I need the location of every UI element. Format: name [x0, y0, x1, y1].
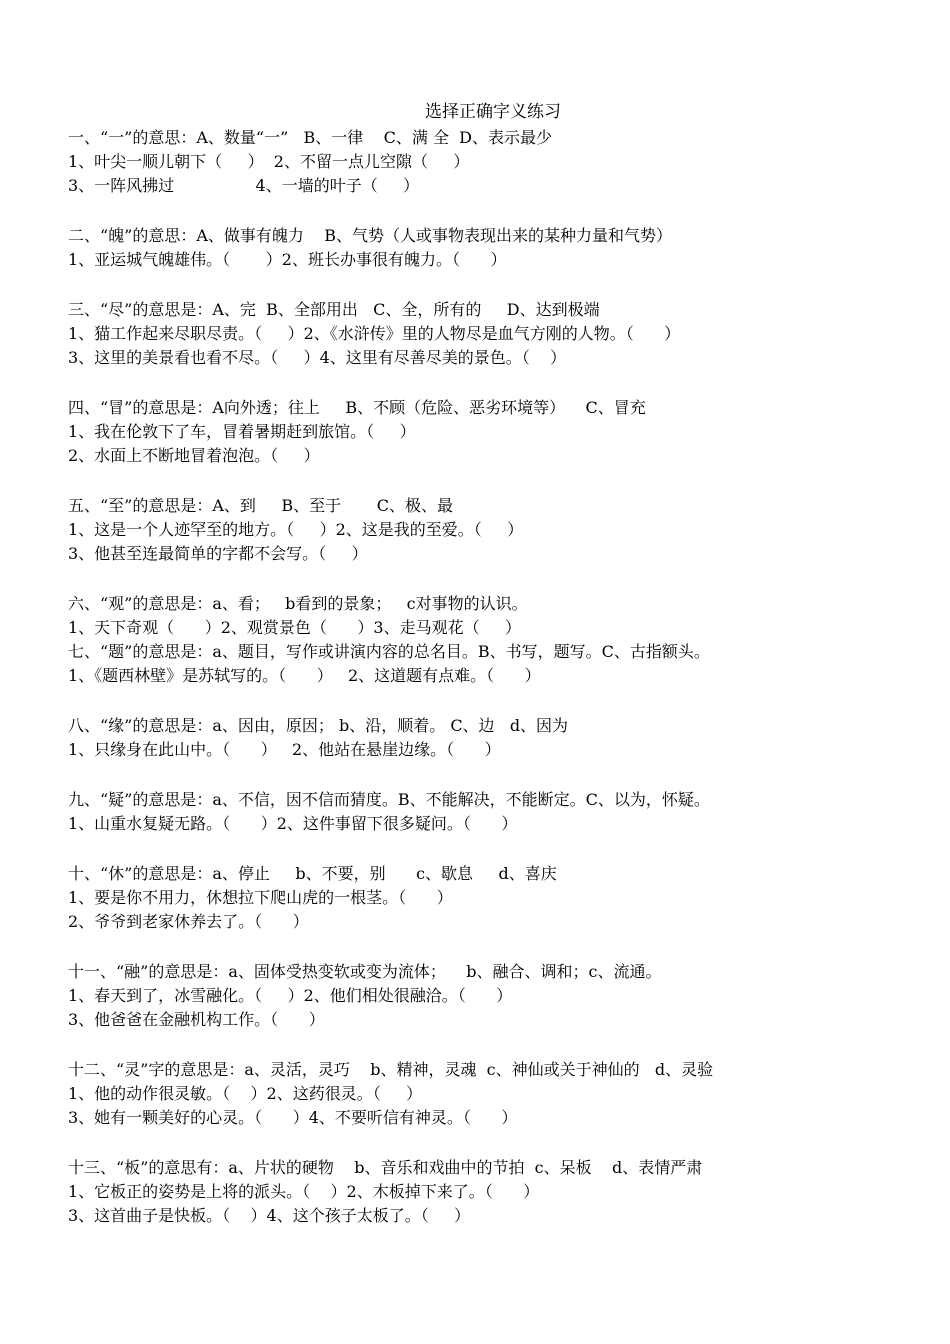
section-9 [68, 788, 908, 836]
section-4 [68, 396, 908, 468]
question-line: 3、他甚至连最简单的字都不会写。（ ） [68, 544, 368, 563]
question-line: 1、猫工作起来尽职尽责。（ ）2、《水浒传》里的人物尽是血气方刚的人物。（ ） [68, 324, 681, 343]
section-3 [68, 298, 908, 370]
section-1 [68, 126, 908, 198]
question-line: 3、这首曲子是快板。（ ）4、这个孩子太板了。（ ） [68, 1206, 471, 1225]
question-line: 3、她有一颗美好的心灵。（ ）4、不要听信有神灵。（ ） [68, 1108, 518, 1127]
question-line: 1、春天到了，冰雪融化。（ ）2、他们相处很融洽。（ ） [68, 986, 513, 1005]
question-heading: 六、“观”的意思是：a、看； b看到的景象； c对事物的认识。 [68, 594, 528, 613]
question-line: 1、叶尖一顺儿朝下（ ） 2、不留一点儿空隙（ ） [68, 152, 470, 171]
section-12 [68, 1058, 908, 1130]
question-line: 1、我在伦敦下了车，冒着暑期赶到旅馆。（ ） [68, 422, 416, 441]
question-line: 2、水面上不断地冒着泡泡。（ ） [68, 446, 320, 465]
question-heading: 七、“题”的意思是：a、题目，写作或讲演内容的总名目。B、书写，题写。C、古指额头。 [68, 642, 710, 661]
question-line: 2、爷爷到老家休养去了。（ ） [68, 912, 309, 931]
question-line: 1、只缘身在此山中。（ ） 2、他站在悬崖边缘。（ ） [68, 740, 501, 759]
question-line: 1、天下奇观（ ）2、观赏景色（ ）3、走马观花（ ） [68, 618, 522, 637]
question-heading: 四、“冒”的意思是：A向外透；往上 B、不顾（危险、恶劣环境等） C、冒充 [68, 398, 646, 417]
question-line: 1、山重水复疑无路。（ ）2、这件事留下很多疑问。（ ） [68, 814, 518, 833]
worksheet-title: 选择正确字义练习 [425, 102, 561, 122]
question-heading: 五、“至”的意思是：A、到 B、至于 C、极、最 [68, 496, 453, 515]
question-line: 1、这是一个人迹罕至的地方。（ ）2、这是我的至爱。（ ） [68, 520, 524, 539]
section-11 [68, 960, 908, 1032]
worksheet-page [68, 100, 908, 1254]
question-heading: 十、“休”的意思是：a、停止 b、不要，别 c、歇息 d、喜庆 [68, 864, 557, 883]
question-heading: 一、“一”的意思：A、数量“一” B、一律 C、满 全 D、表示最少 [68, 128, 552, 147]
section-5 [68, 494, 908, 566]
question-line: 1、他的动作很灵敏。（ ）2、这药很灵。（ ） [68, 1084, 423, 1103]
question-line: 3、这里的美景看也看不尽。（ ）4、这里有尽善尽美的景色。（ ） [68, 348, 567, 367]
section-8 [68, 714, 908, 762]
section-6 [68, 592, 908, 640]
question-line: 1、《题西林壁》是苏轼写的。（ ） 2、这道题有点难。（ ） [68, 666, 541, 685]
question-line: 3、一阵风拂过 4、一墙的叶子（ ） [68, 176, 420, 195]
section-7 [68, 640, 908, 688]
section-2 [68, 224, 908, 272]
question-heading: 十一、“融”的意思是：a、固体受热变软或变为流体； b、融合、调和；c、流通。 [68, 962, 662, 981]
question-line: 1、亚运城气魄雄伟。（ ）2、班长办事很有魄力。（ ） [68, 250, 507, 269]
section-13 [68, 1156, 908, 1228]
question-heading: 九、“疑”的意思是：a、不信，因不信而猜度。B、不能解决，不能断定。C、以为，怀疑。 [68, 790, 710, 809]
question-heading: 三、“尽”的意思是：A、完 B、全部用出 C、全，所有的 D、达到极端 [68, 300, 600, 319]
question-heading: 二、“魄”的意思：A、做事有魄力 B、气势（人或事物表现出来的某种力量和气势） [68, 226, 673, 245]
question-heading: 十二、“灵”字的意思是：a、灵活，灵巧 b、精神，灵魂 c、神仙或关于神仙的 d、灵验 [68, 1060, 714, 1079]
question-heading: 十三、“板”的意思有：a、片状的硬物 b、音乐和戏曲中的节拍 c、呆板 d、表情严肃 [68, 1158, 703, 1177]
section-10 [68, 862, 908, 934]
question-line: 1、要是你不用力，休想拉下爬山虎的一根茎。（ ） [68, 888, 453, 907]
question-line: 1、它板正的姿势是上将的派头。（ ）2、木板掉下来了。（ ） [68, 1182, 540, 1201]
question-heading: 八、“缘”的意思是：a、因由，原因； b、沿，顺着。 C、边 d、因为 [68, 716, 569, 735]
question-line: 3、他爸爸在金融机构工作。（ ） [68, 1010, 325, 1029]
